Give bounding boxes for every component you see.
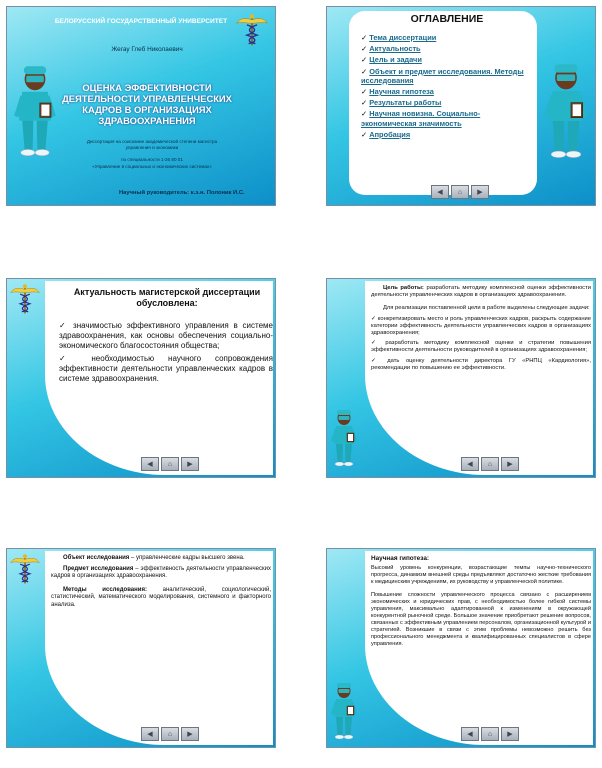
hypothesis-p2: Повышение сложности управленческого процесса связано с расширением экономических и юридических прав, с необходимостью более гибкой системы управления, максимально адаптированной к изменениям в окружающей конкурентной рыночной среде. Большое значение приобретают решение вопросов, связанных с эффективным управлением персоналом, организационной культурой и стратегией. Возникшие в связи с этим проблемы невозможно решить без профессионального менеджмента и квалифицированных специалистов в сфере управления. (371, 592, 591, 647)
toc-item[interactable] (361, 33, 533, 42)
check-icon: ✓ (361, 87, 370, 97)
check-icon: ✓ (361, 55, 370, 65)
toc-link[interactable]: Научная новизна. Социально-экономическая значимость (361, 109, 481, 128)
object-text (51, 555, 271, 613)
university-name: БЕЛОРУССКИЙ ГОСУДАРСТВЕННЫЙ УНИВЕРСИТЕТ (54, 18, 228, 25)
arrow-left-icon[interactable]: ◀ (461, 727, 479, 741)
relevance-point-1: значимостью эффективного управления в системе здравоохранения, как основы обеспечения социально-экономического благосостояния общества; (59, 321, 273, 350)
specialty-code: по специальности 1-26 80 01 (121, 157, 183, 162)
slide-goals[interactable] (326, 278, 596, 478)
check-icon: ✓ (361, 66, 370, 76)
toc-link[interactable]: Тема диссертации (369, 33, 437, 42)
object-label: Объект исследования (63, 555, 130, 561)
tasks-intro: Для реализации поставленной цели в работе выделены следующие задачи: (383, 305, 590, 312)
toc-item[interactable] (361, 98, 533, 107)
check-icon: ✓ (361, 109, 370, 119)
check-icon: ✓ (59, 354, 92, 363)
caduceus-icon (9, 283, 41, 315)
arrow-left-icon[interactable]: ◀ (141, 457, 159, 471)
task-2: разработать методику комплексной оценки и стратегии повышения эффективности деятельности руководителей в организациях здравоохранения; (371, 340, 591, 354)
supervisor: Научный руководитель: к.э.н. Полоник И.С. (119, 190, 245, 196)
home-icon[interactable]: ⌂ (481, 727, 499, 741)
object-value: – управленческие кадры высшего звена. (129, 555, 245, 561)
check-icon: ✓ (361, 129, 370, 139)
caduceus-icon (235, 13, 269, 47)
toc-link[interactable]: Результаты работы (369, 98, 442, 108)
contents-list (361, 33, 533, 141)
toc-link[interactable]: Объект и предмет исследования. Методы исследования (361, 66, 524, 85)
specialty-name: «Управление в социальных и экономических системах» (92, 164, 212, 169)
check-icon: ✓ (361, 44, 370, 54)
doctor-figure (329, 401, 359, 475)
arrow-left-icon[interactable]: ◀ (431, 185, 449, 199)
home-icon[interactable]: ⌂ (451, 185, 469, 199)
contents-title: ОГЛАВЛЕНИЕ (410, 13, 484, 25)
check-icon: ✓ (361, 98, 370, 108)
arrow-right-icon[interactable]: ▶ (471, 185, 489, 199)
degree-note: Диссертация на соискание академической степени магистра управления и экономики (86, 139, 218, 150)
check-icon: ✓ (371, 340, 386, 347)
slide-hypothesis[interactable] (326, 548, 596, 748)
caduceus-icon (9, 553, 41, 585)
home-icon[interactable]: ⌂ (161, 457, 179, 471)
arrow-right-icon[interactable]: ▶ (181, 727, 199, 741)
relevance-point-2: необходимостью научного сопровождения эффективности деятельности управленческих кадров в системе здравоохранения. (59, 354, 273, 383)
methods-value: аналитический, социологический, статистический, математического моделирования, системного и факторного анализа. (51, 586, 271, 608)
slide-relevance[interactable] (6, 278, 276, 478)
toc-item[interactable] (361, 87, 533, 96)
task-1: конкретизировать место и роль управленческих кадров, раскрыть содержание категории эффективность деятельности управленческих кадров в организациях здравоохранения; (371, 315, 591, 337)
toc-item[interactable] (361, 67, 533, 85)
arrow-left-icon[interactable]: ◀ (141, 727, 159, 741)
toc-item[interactable] (361, 55, 533, 64)
toc-link[interactable]: Актуальность (369, 44, 421, 54)
slide-nav (461, 727, 519, 741)
arrow-right-icon[interactable]: ▶ (181, 457, 199, 471)
check-icon: ✓ (59, 321, 74, 330)
hypothesis-heading: Научная гипотеза: (371, 555, 430, 562)
goal-label: Цель работы: (383, 285, 424, 291)
relevance-heading: Актуальность магистерской диссертации обусловлена: (73, 287, 261, 308)
slide-contents[interactable] (326, 6, 596, 206)
methods-label: Методы исследования: (63, 586, 147, 593)
author-name: Жегау Глеб Николаевич (111, 46, 183, 53)
toc-link[interactable]: Апробация (369, 129, 411, 139)
slide-title[interactable] (6, 6, 276, 206)
home-icon[interactable]: ⌂ (161, 727, 179, 741)
slide-nav (461, 457, 519, 471)
toc-link[interactable]: Цель и задачи (369, 55, 422, 65)
slide-object[interactable] (6, 548, 276, 748)
check-icon: ✓ (371, 357, 388, 364)
subject-label: Предмет исследования (63, 565, 134, 572)
relevance-text (59, 321, 273, 387)
task-3: дать оценку деятельности директора ГУ «РНПЦ «Кардиология», рекомендации по повышению ее эффективности. (371, 357, 592, 371)
toc-item[interactable] (361, 44, 533, 53)
check-icon: ✓ (371, 315, 378, 322)
toc-item[interactable] (361, 130, 533, 139)
arrow-right-icon[interactable]: ▶ (501, 457, 519, 471)
hypothesis-p1: Высокий уровень конкуренции, возрастающие темпы научно-технического прогресса, динамизм внешней среды предъявляют достаточно жесткие требования к медицинским учреждениям, их руководству и управленческой политике. (371, 565, 591, 585)
hypothesis-text (371, 555, 591, 651)
goals-text (371, 285, 591, 375)
goal-text: разработать методику комплексной оценки эффективности деятельности управленческих кадров в организациях здравоохранения. (371, 285, 591, 299)
slide-nav (141, 457, 199, 471)
arrow-left-icon[interactable]: ◀ (461, 457, 479, 471)
check-icon: ✓ (361, 33, 370, 42)
arrow-right-icon[interactable]: ▶ (501, 727, 519, 741)
doctor-figure (541, 21, 591, 201)
subject-value: – эффективность деятельности управленческих кадров в организациях здравоохранения. (51, 565, 271, 580)
slide-nav (431, 185, 489, 199)
toc-item[interactable] (361, 109, 533, 127)
slide-nav (141, 727, 199, 741)
home-icon[interactable]: ⌂ (481, 457, 499, 471)
doctor-figure (329, 677, 359, 745)
thesis-title: ОЦЕНКА ЭФФЕКТИВНОСТИ ДЕЯТЕЛЬНОСТИ УПРАВЛЕНЧЕСКИХ КАДРОВ В ОРГАНИЗАЦИЯХ ЗДРАВООХРАНЕНИЯ (62, 82, 232, 126)
toc-link[interactable]: Научная гипотеза (369, 87, 434, 97)
